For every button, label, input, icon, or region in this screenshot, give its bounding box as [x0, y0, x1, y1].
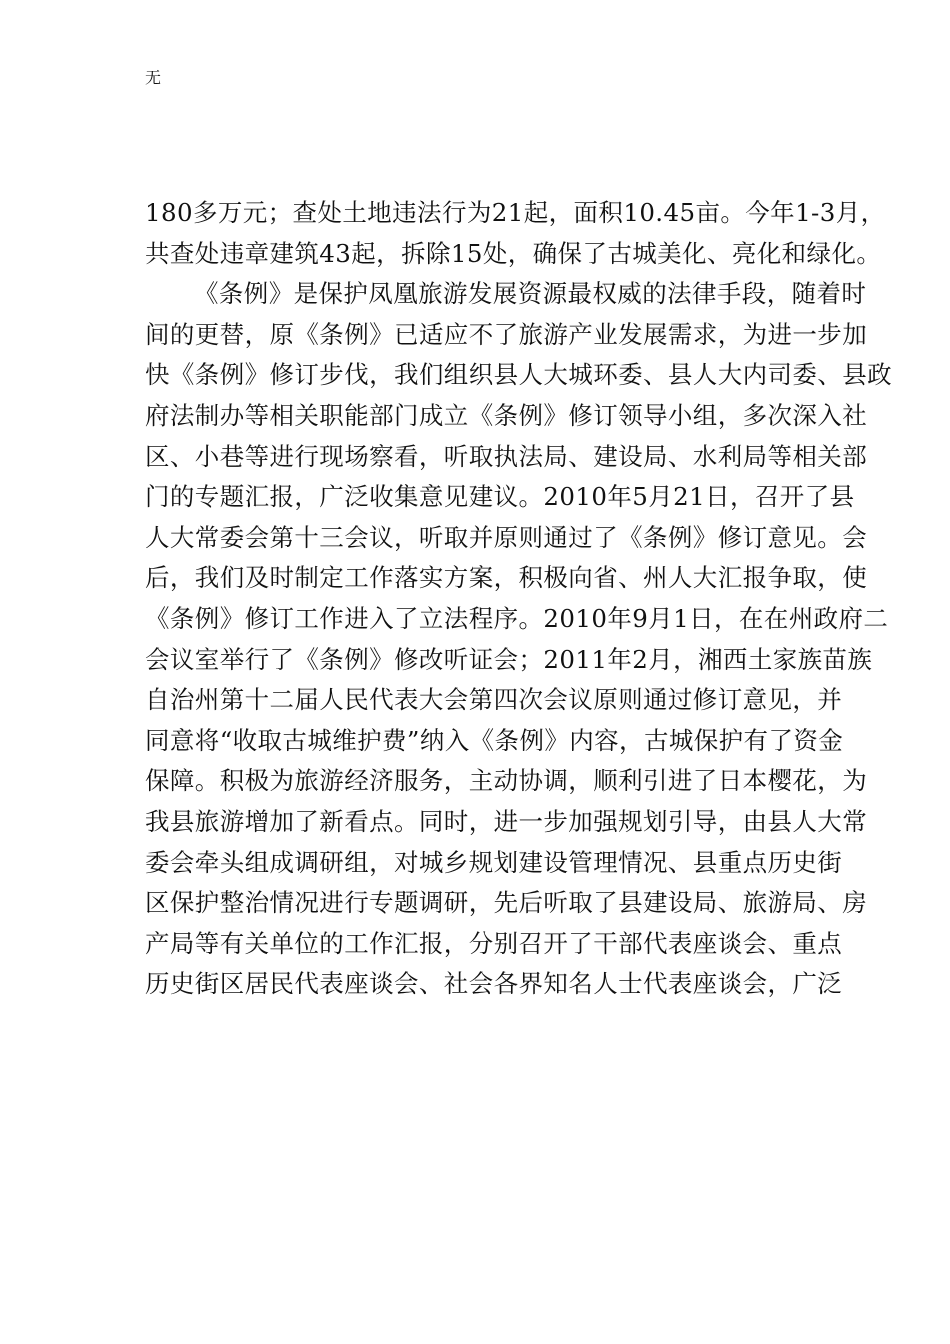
body-line: 后，我们及时制定工作落实方案，积极向省、州人大汇报争取，使	[145, 563, 868, 593]
body-line: 府法制办等相关职能部门成立《条例》修订领导小组，多次深入社	[145, 400, 868, 430]
body-line: 保障。积极为旅游经济服务，主动协调，顺利引进了日本樱花，为	[145, 766, 868, 796]
body-line: 委会牵头组成调研组，对城乡规划建设管理情况、县重点历史街	[145, 847, 843, 877]
page-header-mark: 无	[145, 68, 162, 87]
body-line: 《条例》修订工作进入了立法程序。2010年9月1日，在在州政府二	[145, 603, 889, 633]
body-line: 区、小巷等进行现场察看，听取执法局、建设局、水利局等相关部	[145, 441, 868, 471]
body-line: 快《条例》修订步伐，我们组织县人大城环委、县人大内司委、县政	[145, 360, 892, 390]
body-line: 会议室举行了《条例》修改听证会；2011年2月，湘西土家族苗族	[145, 644, 873, 674]
body-line: 人大常委会第十三会议，听取并原则通过了《条例》修订意见。会	[145, 522, 868, 552]
body-line: 同意将“收取古城维护费”纳入《条例》内容，古城保护有了资金	[145, 725, 844, 755]
body-line: 我县旅游增加了新看点。同时，进一步加强规划引导，由县人大常	[145, 806, 868, 836]
body-line: 间的更替，原《条例》已适应不了旅游产业发展需求，为进一步加	[145, 319, 868, 349]
document-body	[145, 193, 892, 1005]
body-line: 产局等有关单位的工作汇报，分别召开了干部代表座谈会、重点	[145, 928, 843, 958]
body-line: 区保护整治情况进行专题调研，先后听取了县建设局、旅游局、房	[145, 888, 868, 918]
body-line: 自治州第十二届人民代表大会第四次会议原则通过修订意见，并	[145, 685, 843, 715]
body-line: 共查处违章建筑43起，拆除15处，确保了古城美化、亮化和绿化。	[145, 238, 882, 268]
paragraph-first-line: 《条例》是保护凤凰旅游发展资源最权威的法律手段，随着时	[194, 279, 867, 309]
body-line: 历史街区居民代表座谈会、社会各界知名人士代表座谈会，广泛	[145, 969, 843, 999]
body-line: 门的专题汇报，广泛收集意见建议。2010年5月21日，召开了县	[145, 482, 855, 512]
body-line: 180多万元；查处土地违法行为21起，面积10.45亩。今年1-3月，	[145, 198, 886, 227]
